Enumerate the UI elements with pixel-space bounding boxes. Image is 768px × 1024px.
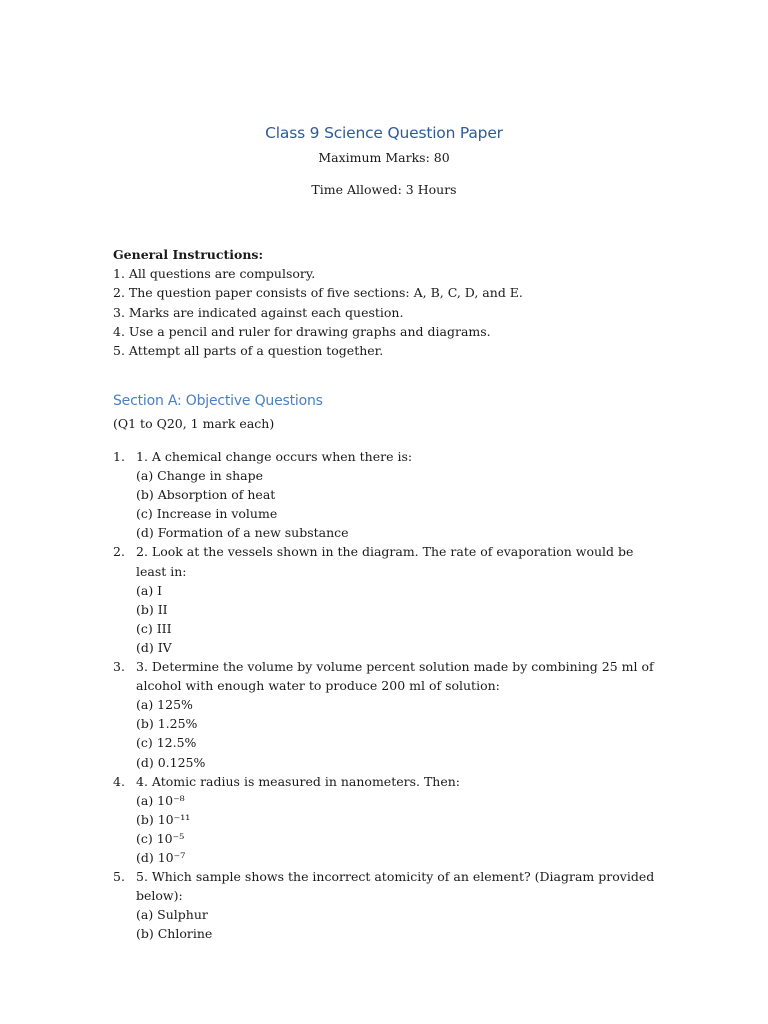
instruction-item: 3. Marks are indicated against each question.	[113, 304, 404, 320]
instructions-heading: General Instructions:	[113, 247, 264, 262]
time-allowed: Time Allowed: 3 Hours	[311, 182, 457, 197]
answer-option: (d) 0.125%	[136, 754, 206, 770]
question-item	[113, 447, 658, 542]
answer-option: (a) I	[136, 582, 163, 598]
question-number: 4.	[113, 773, 125, 789]
question-item	[113, 772, 658, 867]
question-text: 3. Determine the volume by volume percent solution made by combining 25 ml of alcohol with enough water to produce 200 ml of solution:	[136, 659, 654, 694]
question-text: 2. Look at the vessels shown in the diagram. The rate of evaporation would be least in:	[136, 544, 634, 579]
question-number: 5.	[113, 869, 125, 885]
question-text: 5. Which sample shows the incorrect atomicity of an element? (Diagram provided below):	[136, 869, 655, 904]
answer-option: (c) 10⁻⁵	[136, 830, 185, 846]
answer-option: (c) 12.5%	[136, 735, 197, 751]
section-a-heading: Section A: Objective Questions	[113, 393, 323, 409]
answer-option: (c) III	[136, 620, 172, 636]
instruction-item: 1. All questions are compulsory.	[113, 266, 316, 282]
answer-option: (b) 10⁻¹¹	[136, 811, 191, 827]
answer-option: (b) 1.25%	[136, 716, 198, 732]
question-item	[113, 867, 658, 943]
question-item	[113, 542, 658, 657]
question-number: 2.	[113, 544, 125, 560]
question-number: 3.	[113, 659, 125, 675]
instruction-item: 5. Attempt all parts of a question together.	[113, 343, 384, 359]
answer-option: (a) 10⁻⁸	[136, 792, 185, 808]
maximum-marks: Maximum Marks: 80	[318, 150, 450, 165]
instruction-item: 2. The question paper consists of five sections: A, B, C, D, and E.	[113, 285, 523, 301]
answer-option: (a) Change in shape	[136, 468, 264, 484]
section-a-subtitle: (Q1 to Q20, 1 mark each)	[113, 416, 275, 431]
answer-option: (a) Sulphur	[136, 907, 208, 923]
answer-option: (c) Increase in volume	[136, 506, 278, 522]
question-list	[113, 447, 658, 943]
question-number: 1.	[113, 449, 125, 464]
general-instructions	[113, 245, 673, 360]
answer-option: (a) 125%	[136, 697, 193, 713]
answer-option: (b) Chlorine	[136, 926, 213, 942]
question-text: 4. Atomic radius is measured in nanometers. Then:	[136, 773, 461, 789]
question-text: 1. A chemical change occurs when there is:	[136, 449, 413, 464]
answer-option: (d) IV	[136, 639, 172, 655]
page-title: Class 9 Science Question Paper	[265, 124, 503, 142]
answer-option: (d) Formation of a new substance	[136, 525, 349, 541]
question-item	[113, 657, 658, 772]
instruction-item: 4. Use a pencil and ruler for drawing graphs and diagrams.	[113, 323, 491, 339]
answer-option: (b) Absorption of heat	[136, 487, 276, 503]
answer-option: (d) 10⁻⁷	[136, 849, 186, 865]
answer-option: (b) II	[136, 601, 168, 617]
